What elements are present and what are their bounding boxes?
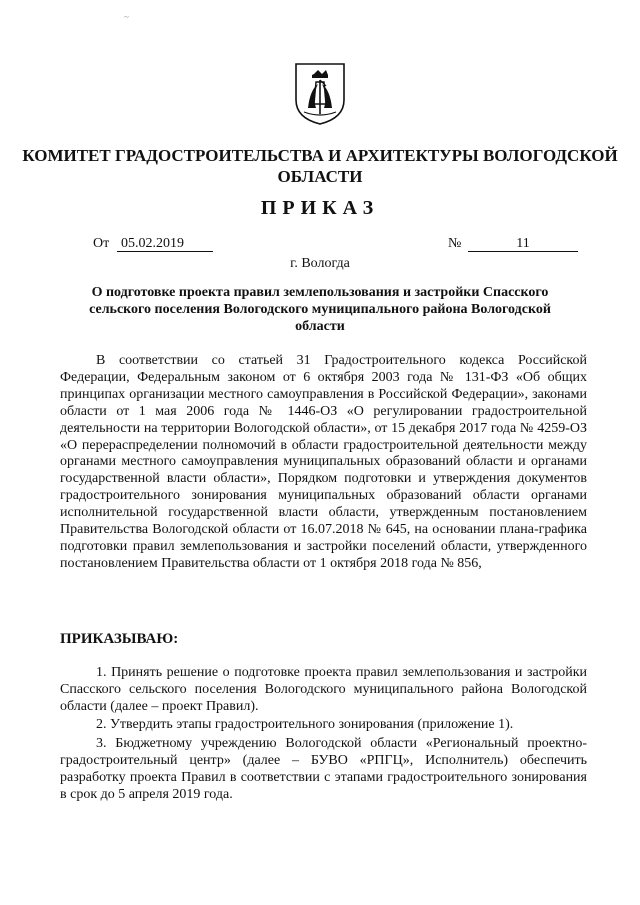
order-item-2: 2. Утвердить этапы градостроительного зонирования (приложение 1). [96,717,514,732]
order-word: ПРИКАЗЫВАЮ: [60,631,179,647]
document-subject: О подготовке проекта правил землепользования и застройки Спасского сельского поселения Вологодского муниципального района Вологодской области [89,285,551,334]
order-item-1: 1. Принять решение о подготовке проекта правил землепользования и застройки Спасского сельского поселения Вологодского муниципального района Вологодской области (далее – проект Правил). [60,665,587,714]
number-label: № [448,236,462,251]
document-date: 05.02.2019 [117,236,213,252]
date-label: От [93,236,110,251]
coat-of-arms-icon [292,60,348,126]
preamble-paragraph: В соответствии со статьей 31 Градостроительного кодекса Российской Федерации, Федеральным законом от 6 октября 2003 года № 131-ФЗ «Об общих принципах организации местного самоуправления в Российской Федерации», законами области от 1 мая 2006 года № 1446-ОЗ «О регулировании градостроительной деятельности на территории Вологодской области», от 15 декабря 2017 года № 4259-ОЗ «О перераспределении полномочий в области градостроительной деятельности между органами местного самоуправления муниципальных образований области и органами государственной власти области», Порядком подготовки и утверждения документов градостроительного зонирования муниципальных образований области органами исполнительной государственной власти области, утвержденным постановлением Правительства Вологодской области от 16.07.2018 № 645, на основании плана-графика подготовки правил землепользования и застройки поселений области, утвержденного постановлением Правительства области от 1 октября 2018 года № 856, [60,353,587,571]
document-number: 11 [468,236,578,252]
order-item-3: 3. Бюджетному учреждению Вологодской области «Региональный проектно-градостроительный центр» (далее – БУВО «РПГЦ», Исполнитель) обеспечить разработку проекта Правил в соответствии с этапами градостроительного зонирования в срок до 5 апреля 2019 года. [60,736,587,802]
city: г. Вологда [290,256,350,271]
scan-mark: ~ [124,12,129,22]
coat-of-arms-emblem [292,60,348,126]
document-type: ПРИКАЗ [260,197,380,219]
organization-name: КОМИТЕТ ГРАДОСТРОИТЕЛЬСТВА И АРХИТЕКТУРЫ ВОЛОГОДСКОЙ ОБЛАСТИ [22,146,618,186]
